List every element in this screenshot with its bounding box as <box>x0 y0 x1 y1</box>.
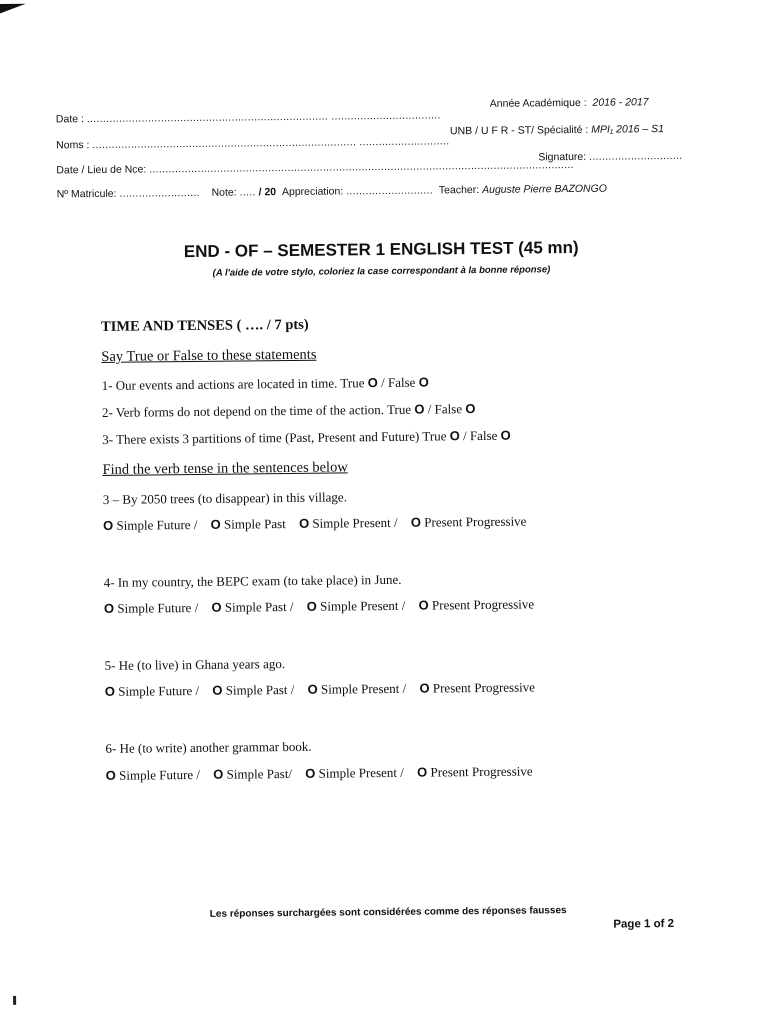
question-3-options <box>103 513 536 534</box>
names-field <box>56 135 449 151</box>
specialty-label: UNB / U F R - ST/ Spécialité : <box>449 123 589 138</box>
statement-sep: / False <box>381 374 416 391</box>
option[interactable] <box>305 765 404 781</box>
date-place-dots: .................................................................................................................................... <box>149 158 574 176</box>
option-circle[interactable]: O <box>419 680 430 696</box>
option-circle[interactable]: O <box>212 682 223 698</box>
option-circle[interactable]: O <box>213 766 224 782</box>
question-5-options <box>105 679 545 700</box>
option[interactable] <box>299 515 398 531</box>
exam-title: END - OF – SEMESTER 1 ENGLISH TEST (45 mn) <box>183 237 579 262</box>
statement-text: 1- Our events and actions are located in time. True <box>101 375 365 393</box>
option[interactable] <box>419 596 535 612</box>
scan-artifact <box>0 4 39 16</box>
option-label: Simple Present / <box>320 597 406 614</box>
option-label: Simple Future / <box>118 682 200 699</box>
option-circle[interactable]: O <box>306 598 317 614</box>
option-circle[interactable]: O <box>307 681 318 697</box>
section-heading: TIME AND TENSES ( …. / 7 pts) <box>100 316 309 335</box>
names-dots: .................................................................................. ............................ <box>92 135 450 152</box>
option[interactable] <box>212 682 294 698</box>
option[interactable] <box>106 767 200 783</box>
false-circle[interactable]: O <box>465 401 476 417</box>
option-label: Simple Present / <box>312 514 398 531</box>
option-label: Simple Past / <box>225 681 295 698</box>
option-label: Present Progressive <box>431 596 535 613</box>
option[interactable] <box>103 517 197 533</box>
statement-sep: / False <box>427 401 463 417</box>
option-label: Present Progressive <box>424 513 527 530</box>
option[interactable] <box>211 599 293 615</box>
page-number: Page 1 of 2 <box>613 917 675 931</box>
true-circle[interactable]: O <box>367 375 378 391</box>
note-dots: ..... <box>239 186 256 199</box>
option-label: Present Progressive <box>432 679 536 696</box>
false-circle[interactable]: O <box>418 374 429 390</box>
matricule-dots: ......................... <box>119 186 200 200</box>
names-label: Noms : <box>56 139 90 152</box>
option-circle[interactable]: O <box>103 517 114 533</box>
option[interactable] <box>411 514 527 530</box>
date-dots: ........................................................................... .................................. <box>86 109 441 126</box>
note-total: / 20 <box>258 186 277 199</box>
option-circle[interactable]: O <box>298 515 310 531</box>
question-5: 5- He (to live) in Ghana years ago. <box>104 656 286 673</box>
option[interactable] <box>308 681 407 697</box>
false-circle[interactable]: O <box>500 427 511 443</box>
option-label: Simple Present / <box>318 764 404 781</box>
option-circle[interactable]: O <box>211 599 222 615</box>
statement-1 <box>102 375 429 394</box>
signature-dots: ............................. <box>589 149 683 163</box>
statement-sep: / False <box>462 427 498 444</box>
option-circle[interactable]: O <box>104 683 116 699</box>
question-4-options <box>104 596 544 617</box>
teacher-name: Auguste Pierre BAZONGO <box>482 182 608 196</box>
date-field <box>56 109 441 125</box>
teacher-label: Teacher: <box>438 183 480 197</box>
date-place-label: Date / Lieu de Nce: <box>56 163 147 177</box>
appreciation-label: Appreciation: <box>281 185 344 199</box>
option[interactable] <box>213 766 292 782</box>
true-circle[interactable]: O <box>449 428 460 444</box>
signature-label: Signature: <box>538 150 587 164</box>
part1-title: Say True or False to these statements <box>101 346 317 365</box>
true-circle[interactable]: O <box>414 401 425 417</box>
signature-field <box>538 150 682 164</box>
option-label: Simple Future / <box>116 516 198 533</box>
option-circle[interactable]: O <box>103 600 115 616</box>
option-label: Simple Past <box>223 516 286 532</box>
academic-year-label: Année Académique : <box>489 96 587 110</box>
option-circle[interactable]: O <box>410 514 422 530</box>
statement-2 <box>102 401 476 421</box>
statement-text: 2- Verb forms do not depend on the time of the action. True <box>101 401 412 420</box>
academic-year-value: 2016 - 2017 <box>592 96 649 109</box>
exam-instructions: (A l'aide de votre stylo, coloriez la case correspondant à la bonne réponse) <box>212 264 551 279</box>
option-circle[interactable]: O <box>418 597 429 613</box>
question-3: 3 – By 2050 trees (to disappear) in this village. <box>102 489 347 507</box>
option[interactable] <box>211 516 286 532</box>
matricule-label: Nº Matricule: <box>56 187 117 201</box>
note-label: Note: <box>211 186 237 199</box>
specialty <box>450 123 664 137</box>
option-circle[interactable]: O <box>417 764 428 780</box>
option[interactable] <box>105 683 199 699</box>
option-circle[interactable]: O <box>210 516 221 532</box>
option-label: Simple Future / <box>119 766 201 783</box>
footer-note: Les réponses surchargées sont considérées comme des réponses fausses <box>209 905 567 920</box>
academic-year <box>490 96 649 110</box>
option[interactable] <box>419 679 535 695</box>
option[interactable] <box>307 598 406 614</box>
appreciation-dots: ........................... <box>346 184 434 198</box>
statement-3 <box>102 428 511 448</box>
scan-artifact-mark <box>13 996 16 1005</box>
option-label: Simple Past / <box>224 598 294 615</box>
question-6-options <box>106 763 543 784</box>
matricule-row <box>57 183 607 201</box>
option-label: Simple Past/ <box>226 765 293 782</box>
question-4: 4- In my country, the BEPC exam (to take place) in June. <box>103 571 402 590</box>
option-circle[interactable]: O <box>105 767 116 783</box>
date-place-field <box>56 159 574 176</box>
question-6: 6- He (to write) another grammar book. <box>105 738 312 756</box>
option-label: Simple Future / <box>117 599 199 616</box>
option[interactable] <box>104 600 198 616</box>
part2-title: Find the verb tense in the sentences below <box>102 459 348 478</box>
option-circle[interactable]: O <box>305 765 316 781</box>
option-label: Present Progressive <box>430 763 533 780</box>
statement-text: 3- There exists 3 partitions of time (Past, Present and Future) True <box>102 428 447 447</box>
date-label: Date : <box>55 113 84 126</box>
option-label: Simple Present / <box>320 680 407 697</box>
specialty-value: MPI₁ 2016 – S1 <box>591 123 665 136</box>
option[interactable] <box>417 763 533 779</box>
